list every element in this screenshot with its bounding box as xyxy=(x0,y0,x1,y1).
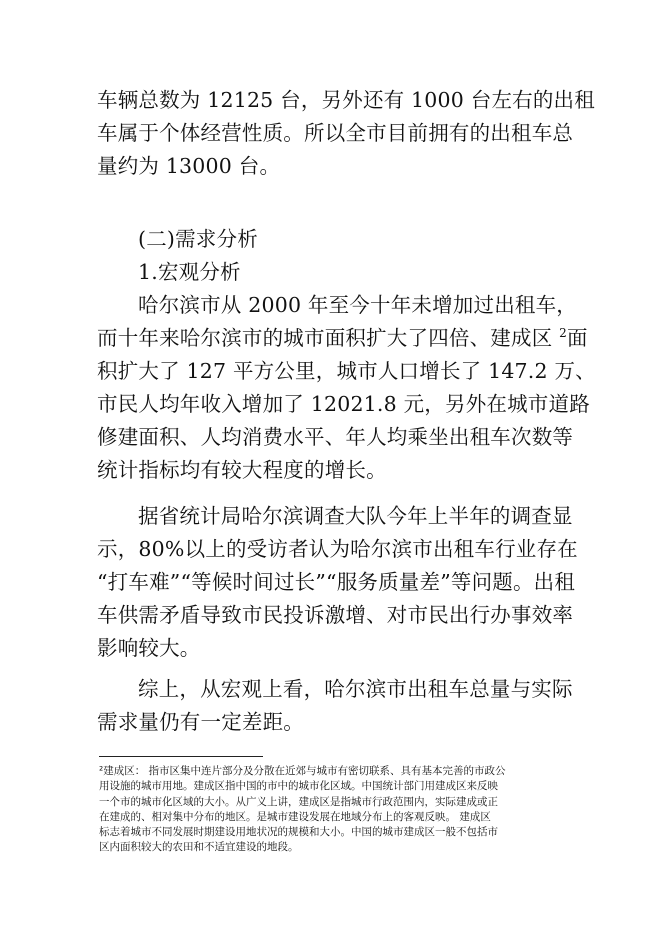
body-text-line: “打车难”“等候时间过长”“服务质量差”等问题。出租 xyxy=(97,570,576,594)
body-text-line: 量约为 13000 台。 xyxy=(97,154,281,178)
footnote xyxy=(99,764,569,856)
body-text-line: 车供需矛盾导致市民投诉激增、对市民出行办事效率 xyxy=(97,603,574,627)
body-text-line: 哈尔滨市从 2000 年至今十年未增加过出租车， xyxy=(138,293,578,317)
body-text-line: 据省统计局哈尔滨调查大队今年上半年的调查显 xyxy=(138,504,573,528)
body-text-line: 示，80%以上的受访者认为哈尔滨市出租车行业存在 xyxy=(97,537,578,561)
body-text-line: 积扩大了 127 平方公里，城市人口增长了 147.2 万、 xyxy=(97,359,596,383)
footnote-line: 用设施的城市用地。建成区指中国的市中的城市化区域。中国统计部门用建成区来反映 xyxy=(99,780,498,793)
body-text-line: 综上，从宏观上看，哈尔滨市出租车总量与实际 xyxy=(138,677,573,701)
footnote-line: 标志着城市不同发展时期建设用地状况的规模和大小。中国的城市建成区一般不包括市 xyxy=(99,826,498,839)
body-text-line xyxy=(97,325,588,351)
footnote-reference: 2 xyxy=(559,326,567,341)
footnote-separator xyxy=(99,756,263,757)
body-text-line: 统计指标均有较大程度的增长。 xyxy=(97,458,387,482)
body-text-line: 市民人均年收入增加了 12021.8 元，另外在城市道路 xyxy=(97,392,590,416)
footnote-line: 区内面积较大的农田和不适宜建设的地段。 xyxy=(99,841,299,854)
footnote-line: 一个市的城市化区域的大小。从广义上讲，建成区是指城市行政范围内，实际建成或正 xyxy=(99,795,498,808)
body-text-line: 修建面积、人均消费水平、年人均乘坐出租车次数等 xyxy=(97,425,574,449)
body-text-line: 影响较大。 xyxy=(97,636,201,660)
subsection-heading: 1.宏观分析 xyxy=(138,260,241,284)
body-text-line: 车属于个体经营性质。所以全市目前拥有的出租车总 xyxy=(97,121,574,145)
body-text-segment: 面 xyxy=(566,326,588,350)
body-text-line: 车辆总数为 12125 台，另外还有 1000 台左右的出租 xyxy=(97,88,595,112)
footnote-line: 在建成的、相对集中分布的地区。是城市建设发展在地域分布上的客观反映。 建成区 xyxy=(99,810,491,823)
body-text-segment: 而十年来哈尔滨市的城市面积扩大了四倍、建成区 xyxy=(97,326,560,350)
body-text-line: 需求量仍有一定差距。 xyxy=(97,710,304,734)
footnote-line: ²建成区： 指市区集中连片部分及分散在近郊与城市有密切联系、具有基本完善的市政公 xyxy=(99,765,506,777)
section-heading: (二)需求分析 xyxy=(138,227,258,251)
